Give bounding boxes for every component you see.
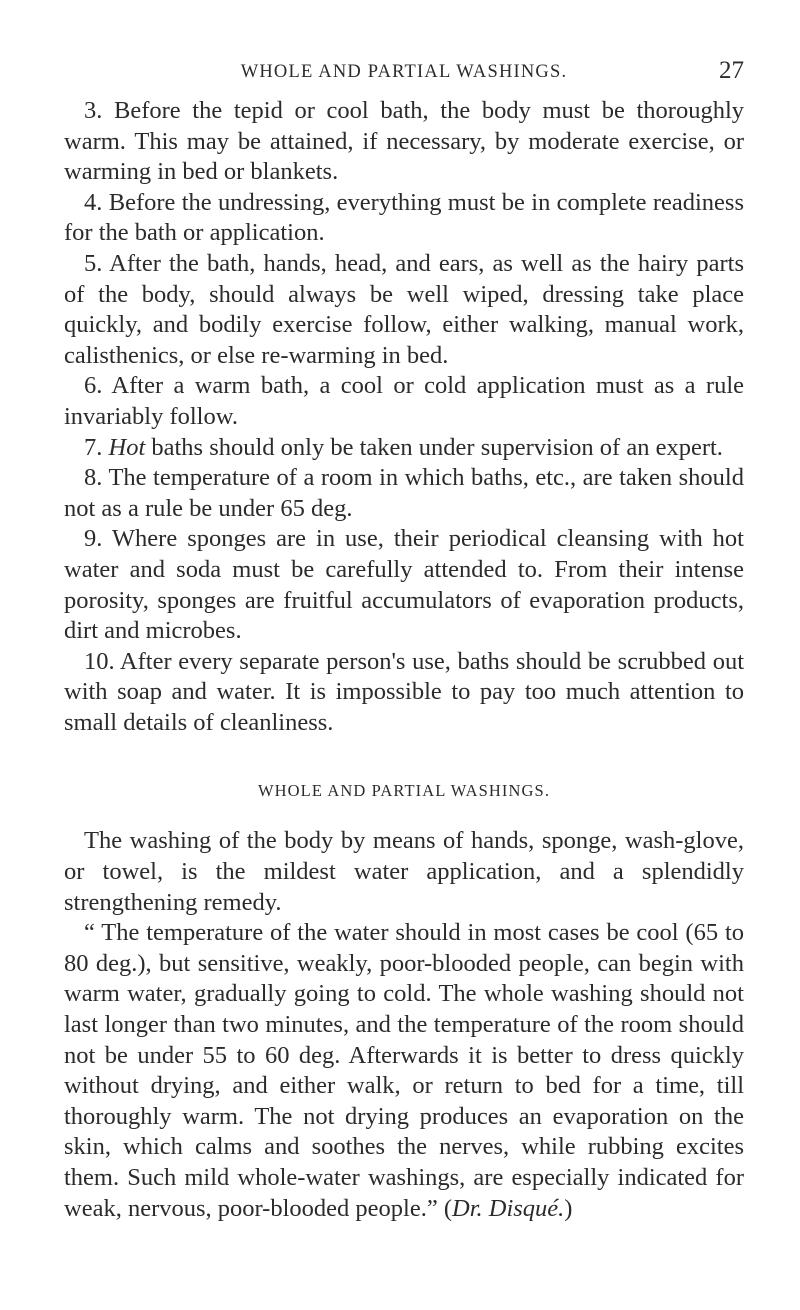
rule-text: baths should only be taken under supervision of an expert. <box>151 433 723 461</box>
rule-item <box>64 96 744 188</box>
running-head <box>64 58 744 96</box>
section-body <box>64 826 744 1224</box>
rule-item <box>64 371 744 432</box>
section-paragraph: The washing of the body by means of hands, sponge, wash-glove, or towel, is the mildest water application, and a splendidly strengthening remedy. <box>64 827 744 916</box>
page-number: 27 <box>719 57 744 84</box>
running-title: WHOLE AND PARTIAL WASHINGS. <box>240 62 568 82</box>
rule-item <box>64 433 744 464</box>
citation: Dr. Disqué. <box>452 1194 565 1222</box>
rule-text: After a warm bath, a cool or cold application must as a rule invariably follow. <box>64 372 745 430</box>
section-paragraph-quote <box>64 918 744 1224</box>
citation-close: ) <box>564 1194 573 1222</box>
rule-number: 10. <box>84 647 115 675</box>
rule-item <box>64 647 744 739</box>
section-heading: WHOLE AND PARTIAL WASHINGS. <box>257 781 551 801</box>
book-page <box>64 58 744 1224</box>
rule-text: Before the undressing, everything must be in complete readiness for the bath or application. <box>64 188 744 247</box>
rule-item <box>64 463 744 524</box>
rule-number: 8. <box>84 464 103 492</box>
rule-item <box>64 188 744 249</box>
citation-open: ( <box>443 1194 452 1222</box>
rule-number: 6. <box>84 372 103 400</box>
rule-emphasis: Hot <box>108 433 146 461</box>
rule-item <box>64 249 744 371</box>
rules-list <box>64 96 744 738</box>
rule-text: After every separate person's use, baths should be scrubbed out with soap and water. It is impossible to pay too much attention to small details of cleanliness. <box>64 647 744 736</box>
rule-number: 3. <box>84 97 103 124</box>
rule-text: Before the tepid or cool bath, the body must be thoroughly warm. This may be attained, if necessary, by moderate exercise, or warming in bed or blankets. <box>64 97 745 186</box>
rule-text: The temperature of a room in which baths, etc., are taken should not as a rule be under 65 deg. <box>64 464 744 522</box>
rule-text: After the bath, hands, head, and ears, as well as the hairy parts of the body, should always be well wiped, dressing take place quickly, and bodily exercise follow, either walking, manual work, calisthenics, or else re-warming in bed. <box>64 249 745 369</box>
rule-number: 4. <box>84 188 103 216</box>
rule-item <box>64 524 744 646</box>
quote-text: “ The temperature of the water should in most cases be cool (65 to 80 deg.), but sensitive, weakly, poor-blooded people, can begin with warm water, gradually going to cold. The whole washing should not last longer than two minutes, and the temperature of the room should not be under 55 to 60 deg. Afterwards it is better to dress quickly without drying, and either walk, or return to bed for a time, till thoroughly warm. The not drying produces an evaporation on the skin, which calms and soothes the nerves, while rubbing excites them. Such mild whole-water washings, are especially indicated for weak, nervous, poor-blooded people.” <box>64 919 744 1222</box>
rule-number: 5. <box>84 249 103 277</box>
rule-number: 7. <box>84 433 103 461</box>
rule-number: 9. <box>84 525 103 553</box>
rule-text: Where sponges are in use, their periodical cleansing with hot water and soda must be carefully attended to. From their intense porosity, sponges are fruitful accumulators of evaporation products, dirt and microbes. <box>64 525 744 645</box>
